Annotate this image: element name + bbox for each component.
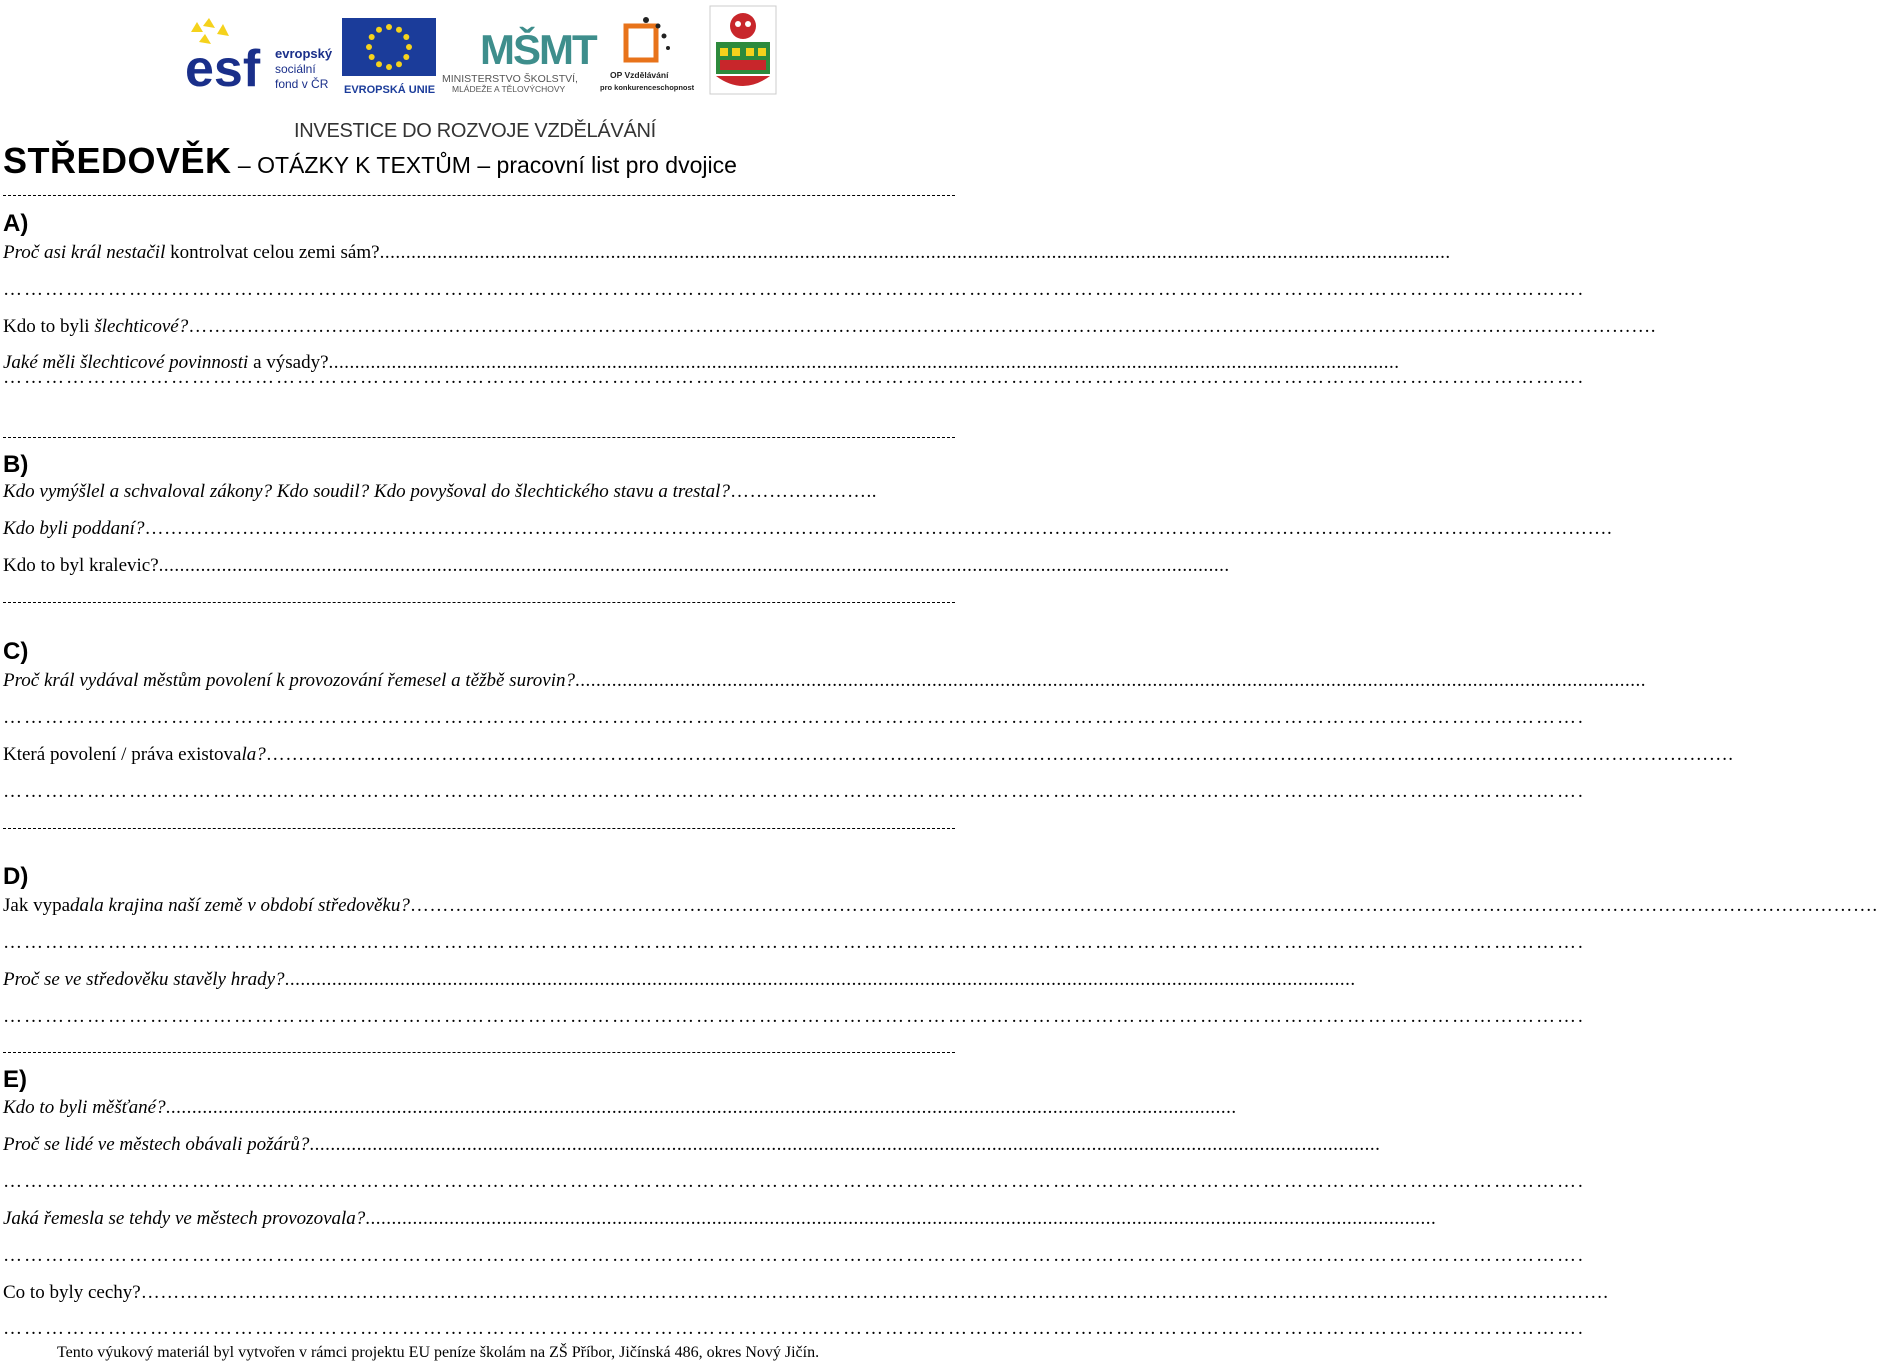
section-e-label: E) (3, 1066, 27, 1093)
eu-star (406, 44, 412, 50)
answer-line: ………………………………………………………………………………………………………………………………………………………………………………………………………. (3, 707, 1585, 728)
title-subtitle: – OTÁZKY K TEXTŮM – pracovní list pro dvojice (231, 152, 737, 178)
answer-line: ………………………………………………………………………………………………………………………………………………………………………………………………………. (3, 1245, 1585, 1266)
question-b1: Kdo vymýšlel a schvaloval zákony? Kdo soudil? Kdo povyšoval do šlechtického stavu a trestal? ………………….. (3, 481, 877, 502)
answer-line: ………………………………………………………………………………………………………………………………………………………………………………………………………. (3, 279, 1585, 300)
question-b3: Kdo to byl kralevic? ............................................................................................................................................................................................................ (3, 555, 1230, 576)
svg-text:MLÁDEŽE A TĚLOVÝCHOVY: MLÁDEŽE A TĚLOVÝCHOVY (452, 84, 566, 94)
section-b-label: B) (3, 451, 29, 478)
msmt-logo (440, 12, 595, 96)
question-e4: Co to byly cechy? ………………………………………………………………………………………………………………………………………………………………………………………………………. (3, 1282, 1609, 1303)
svg-text:pro konkurenceschopnost: pro konkurenceschopnost (600, 83, 695, 92)
question-c1: Proč král vydával městům povolení k provozování řemesel a těžbě surovin? ............................................................................................................................................................................................................ (3, 670, 1646, 691)
page-title (3, 140, 737, 182)
eu-star (403, 54, 409, 60)
eu-star (376, 27, 382, 33)
section-d-label: D) (3, 863, 29, 890)
section-divider (3, 602, 955, 603)
investice-slogan: INVESTICE DO ROZVOJE VZDĚLÁVÁNÍ (294, 120, 656, 142)
eu-star (376, 61, 382, 67)
esf-logo (185, 18, 340, 98)
question-e3: Jaká řemesla se tehdy ve městech provozovala? ............................................................................................................................................................................................................ (3, 1208, 1437, 1229)
question-c2: Která povolení / práva existovala? ………………………………………………………………………………………………………………………………………………………………………………………………………. (3, 744, 1734, 765)
svg-text:MINISTERSTVO ŠKOLSTVÍ,: MINISTERSTVO ŠKOLSTVÍ, (442, 73, 578, 85)
question-a1: Proč asi král nestačil kontrolvat celou zemi sám? ............................................................................................................................................................................................................ (3, 242, 1451, 263)
op-vzdelavani-logo (598, 12, 703, 96)
answer-line: ………………………………………………………………………………………………………………………………………………………………………………………………………. (3, 1006, 1585, 1027)
svg-text:evropský: evropský (275, 46, 333, 61)
answer-line: ………………………………………………………………………………………………………………………………………………………………………………………………………. (3, 1318, 1585, 1339)
question-b2: Kdo byli poddaní? ………………………………………………………………………………………………………………………………………………………………………………………………………. (3, 518, 1613, 539)
eu-flag-logo (342, 18, 436, 96)
section-divider (3, 437, 955, 438)
eu-label: EVROPSKÁ UNIE (344, 84, 436, 96)
answer-line: ………………………………………………………………………………………………………………………………………………………………………………………………………. (3, 1171, 1585, 1192)
eu-star (396, 61, 402, 67)
answer-line: ………………………………………………………………………………………………………………………………………………………………………………………………………. (3, 367, 1585, 388)
section-divider (3, 195, 955, 196)
eu-star (386, 64, 392, 70)
eu-star (396, 27, 402, 33)
eu-star (386, 24, 392, 30)
question-e1: Kdo to byli měšťané? ............................................................................................................................................................................................................ (3, 1097, 1237, 1118)
question-a2: Kdo to byli šlechticové? ………………………………………………………………………………………………………………………………………………………………………………………………………. (3, 316, 1656, 337)
footer-note: Tento výukový materiál byl vytvořen v rámci projektu EU peníze školám na ZŠ Příbor, Jičínská 486, okres Nový Jičín. (57, 1344, 820, 1361)
msmt-letters: MŠMT (480, 26, 596, 73)
section-a-label: A) (3, 210, 29, 237)
question-d2: Proč se ve středověku stavěly hrady? ............................................................................................................................................................................................................ (3, 969, 1356, 990)
section-divider (3, 828, 955, 829)
svg-text:OP Vzdělávání: OP Vzdělávání (610, 70, 669, 80)
svg-text:sociální: sociální (275, 62, 316, 76)
eu-star (403, 34, 409, 40)
answer-line: ………………………………………………………………………………………………………………………………………………………………………………………………………. (3, 781, 1585, 802)
school-crest-logo (708, 4, 778, 96)
eu-star (366, 44, 372, 50)
svg-text:fond v ČR: fond v ČR (275, 77, 329, 91)
answer-line: ………………………………………………………………………………………………………………………………………………………………………………………………………. (3, 932, 1585, 953)
question-e2: Proč se lidé ve městech obávali požárů? ............................................................................................................................................................................................................ (3, 1134, 1381, 1155)
eu-star (369, 34, 375, 40)
eu-star (369, 54, 375, 60)
esf-letters: esf (185, 40, 261, 98)
question-d1: Jak vypadala krajina naší země v období středověku? ………………………………………………………………………………………………………………………………………………………………………………………………………. (3, 895, 1878, 916)
question-a3: Jaké měli šlechticové povinnosti a výsady? ............................................................................................................................................................................................................ (3, 352, 1400, 373)
title-main: STŘEDOVĚK (3, 140, 232, 181)
section-c-label: C) (3, 638, 29, 665)
section-divider (3, 1052, 955, 1053)
